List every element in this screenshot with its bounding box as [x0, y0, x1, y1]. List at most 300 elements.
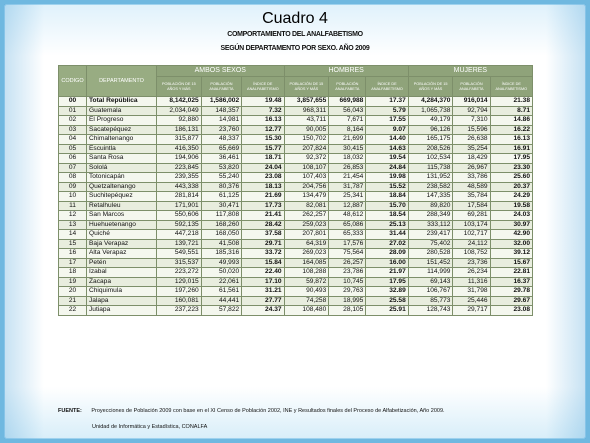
cell-analfabeta: 35,784: [453, 192, 490, 202]
cell-indice: 30.97: [490, 220, 532, 230]
cell-indice: 14.40: [366, 135, 408, 145]
cell-poblacion: 129,015: [157, 277, 202, 287]
table-row: [59, 268, 533, 278]
table-row: [59, 97, 533, 107]
subheader-indice: ÍNDICE DE ANALFABETISMO: [490, 77, 532, 97]
cell-indice: 24.84: [366, 163, 408, 173]
cell-poblacion: 150,702: [284, 135, 329, 145]
cell-analfabeta: 25,446: [453, 296, 490, 306]
cell-poblacion: 82,081: [284, 201, 329, 211]
cell-analfabeta: 26,257: [329, 258, 366, 268]
cell-departamento: El Progreso: [87, 116, 157, 126]
source-label: FUENTE:: [58, 408, 82, 414]
analfabetismo-table: [58, 65, 533, 316]
cell-poblacion: 4,284,370: [408, 97, 453, 107]
cell-poblacion: 171,901: [157, 201, 202, 211]
cell-indice: 17.37: [366, 97, 408, 107]
subheader-indice: ÍNDICE DE ANALFABETISMO: [366, 77, 408, 97]
cell-poblacion: 315,537: [157, 258, 202, 268]
cell-codigo: 20: [59, 287, 87, 297]
cell-departamento: Escuintla: [87, 144, 157, 154]
cell-analfabeta: 41,508: [201, 239, 241, 249]
cell-analfabeta: 23,736: [453, 258, 490, 268]
cell-analfabeta: 26,234: [453, 268, 490, 278]
cell-analfabeta: 75,564: [329, 249, 366, 259]
cell-indice: 15.30: [242, 135, 284, 145]
cell-poblacion: 223,845: [157, 163, 202, 173]
cell-indice: 12.77: [242, 125, 284, 135]
cell-indice: 22.40: [242, 268, 284, 278]
cell-analfabeta: 55,240: [201, 173, 241, 183]
cell-poblacion: 107,403: [284, 173, 329, 183]
cell-analfabeta: 35,254: [453, 144, 490, 154]
cell-analfabeta: 57,822: [201, 306, 241, 316]
cell-analfabeta: 56,043: [329, 106, 366, 116]
cell-analfabeta: 30,471: [201, 201, 241, 211]
cell-departamento: Alta Verapaz: [87, 249, 157, 259]
cell-analfabeta: 28,105: [329, 306, 366, 316]
cell-indice: 25.60: [490, 173, 532, 183]
cell-departamento: Total República: [87, 97, 157, 107]
cell-codigo: 03: [59, 125, 87, 135]
table-row: [59, 249, 533, 259]
cell-indice: 29.71: [242, 239, 284, 249]
cell-poblacion: 75,402: [408, 239, 453, 249]
cell-codigo: 05: [59, 144, 87, 154]
cell-analfabeta: 12,887: [329, 201, 366, 211]
cell-analfabeta: 80,376: [201, 182, 241, 192]
cell-indice: 19.98: [366, 173, 408, 183]
cell-poblacion: 550,606: [157, 211, 202, 221]
cell-departamento: Quiché: [87, 230, 157, 240]
table-row: [59, 144, 533, 154]
cell-poblacion: 108,107: [284, 163, 329, 173]
cell-departamento: San Marcos: [87, 211, 157, 221]
cell-codigo: 19: [59, 277, 87, 287]
cell-analfabeta: 48,589: [453, 182, 490, 192]
cell-analfabeta: 30,415: [329, 144, 366, 154]
cell-indice: 31.44: [366, 230, 408, 240]
cell-codigo: 16: [59, 249, 87, 259]
unit-note: Unidad de Informática y Estadística, CONALFA: [92, 424, 208, 430]
cell-analfabeta: 916,014: [453, 97, 490, 107]
cell-codigo: 00: [59, 97, 87, 107]
cell-poblacion: 43,711: [284, 116, 329, 126]
cell-codigo: 04: [59, 135, 87, 145]
cell-departamento: Quetzaltenango: [87, 182, 157, 192]
cell-analfabeta: 10,745: [329, 277, 366, 287]
cell-indice: 15.70: [366, 201, 408, 211]
cell-codigo: 09: [59, 182, 87, 192]
cell-poblacion: 69,143: [408, 277, 453, 287]
cell-analfabeta: 22,061: [201, 277, 241, 287]
cell-poblacion: 207,801: [284, 230, 329, 240]
cell-poblacion: 2,034,049: [157, 106, 202, 116]
cell-indice: 16.91: [490, 144, 532, 154]
cell-indice: 16.00: [366, 258, 408, 268]
subheader-poblacion: POBLACIÓN DE 15 AÑOS Y MÁS: [408, 77, 453, 97]
table-row: [59, 296, 533, 306]
cell-analfabeta: 65,333: [329, 230, 366, 240]
cell-departamento: Retalhuleu: [87, 201, 157, 211]
cell-analfabeta: 15,596: [453, 125, 490, 135]
cell-indice: 21.69: [242, 192, 284, 202]
header-hombres: HOMBRES: [284, 66, 408, 77]
cell-analfabeta: 117,808: [201, 211, 241, 221]
cell-codigo: 02: [59, 116, 87, 126]
header-departamento: DEPARTAMENTO: [87, 66, 157, 97]
cell-indice: 17.95: [366, 277, 408, 287]
cell-departamento: Zacapa: [87, 277, 157, 287]
cell-analfabeta: 21,699: [329, 135, 366, 145]
cell-indice: 17.73: [242, 201, 284, 211]
cell-indice: 33.72: [242, 249, 284, 259]
cell-analfabeta: 1,586,002: [201, 97, 241, 107]
cell-analfabeta: 8,164: [329, 125, 366, 135]
cell-indice: 18.13: [242, 182, 284, 192]
table-row: [59, 201, 533, 211]
cell-indice: 21.38: [490, 97, 532, 107]
cell-poblacion: 204,756: [284, 182, 329, 192]
cell-departamento: Baja Verapaz: [87, 239, 157, 249]
cell-codigo: 13: [59, 220, 87, 230]
cell-poblacion: 333,112: [408, 220, 453, 230]
cell-poblacion: 164,085: [284, 258, 329, 268]
table-row: [59, 258, 533, 268]
cell-poblacion: 165,175: [408, 135, 453, 145]
cell-analfabeta: 65,086: [329, 220, 366, 230]
table-row: [59, 287, 533, 297]
cell-indice: 39.12: [490, 249, 532, 259]
table-row: [59, 220, 533, 230]
cell-analfabeta: 26,853: [329, 163, 366, 173]
cell-departamento: Totonicapán: [87, 173, 157, 183]
cell-poblacion: 968,311: [284, 106, 329, 116]
cell-indice: 15.77: [242, 144, 284, 154]
cell-poblacion: 92,880: [157, 116, 202, 126]
cell-indice: 32.89: [366, 287, 408, 297]
cell-analfabeta: 48,612: [329, 211, 366, 221]
cell-poblacion: 92,372: [284, 154, 329, 164]
cell-poblacion: 237,223: [157, 306, 202, 316]
header-mujeres: MUJERES: [408, 66, 532, 77]
cell-poblacion: 114,999: [408, 268, 453, 278]
cell-departamento: Sololá: [87, 163, 157, 173]
table-row: [59, 182, 533, 192]
cell-analfabeta: 26,967: [453, 163, 490, 173]
cell-poblacion: 96,126: [408, 125, 453, 135]
subheader-analfabeta: POBLACIÓN ANALFABETA: [329, 77, 366, 97]
cell-analfabeta: 31,798: [453, 287, 490, 297]
cell-indice: 16.22: [490, 125, 532, 135]
cell-indice: 16.13: [490, 135, 532, 145]
cell-departamento: Chiquimula: [87, 287, 157, 297]
cell-indice: 28.42: [242, 220, 284, 230]
cell-indice: 7.32: [242, 106, 284, 116]
cell-poblacion: 207,824: [284, 144, 329, 154]
cell-analfabeta: 168,260: [201, 220, 241, 230]
cell-analfabeta: 669,988: [329, 97, 366, 107]
cell-analfabeta: 29,763: [329, 287, 366, 297]
cell-analfabeta: 92,794: [453, 106, 490, 116]
cell-codigo: 18: [59, 268, 87, 278]
cell-indice: 24.03: [490, 211, 532, 221]
cell-indice: 19.48: [242, 97, 284, 107]
cell-poblacion: 239,417: [408, 230, 453, 240]
table-row: [59, 192, 533, 202]
cell-indice: 37.58: [242, 230, 284, 240]
table-row: [59, 230, 533, 240]
cell-poblacion: 262,257: [284, 211, 329, 221]
table-row: [59, 306, 533, 316]
cell-departamento: Jalapa: [87, 296, 157, 306]
cell-indice: 8.71: [490, 106, 532, 116]
cell-indice: 32.00: [490, 239, 532, 249]
cell-poblacion: 89,820: [408, 201, 453, 211]
cell-indice: 20.37: [490, 182, 532, 192]
cell-indice: 25.58: [366, 296, 408, 306]
cell-poblacion: 197,260: [157, 287, 202, 297]
cell-indice: 15.67: [490, 258, 532, 268]
cell-indice: 25.91: [366, 306, 408, 316]
subheader-analfabeta: POBLACIÓN ANALFABETA: [201, 77, 241, 97]
cell-departamento: Sacatepéquez: [87, 125, 157, 135]
cell-codigo: 14: [59, 230, 87, 240]
cell-indice: 24.04: [242, 163, 284, 173]
cell-codigo: 08: [59, 173, 87, 183]
cell-departamento: Santa Rosa: [87, 154, 157, 164]
cell-indice: 25.13: [366, 220, 408, 230]
cell-analfabeta: 50,020: [201, 268, 241, 278]
cell-analfabeta: 7,310: [453, 116, 490, 126]
cell-poblacion: 259,023: [284, 220, 329, 230]
cell-poblacion: 108,480: [284, 306, 329, 316]
cell-poblacion: 134,479: [284, 192, 329, 202]
cell-codigo: 17: [59, 258, 87, 268]
cell-indice: 27.02: [366, 239, 408, 249]
cell-analfabeta: 102,717: [453, 230, 490, 240]
cell-indice: 21.41: [242, 211, 284, 221]
cell-poblacion: 186,131: [157, 125, 202, 135]
cell-indice: 42.90: [490, 230, 532, 240]
cell-indice: 28.09: [366, 249, 408, 259]
cell-analfabeta: 18,032: [329, 154, 366, 164]
cell-indice: 9.07: [366, 125, 408, 135]
cell-poblacion: 131,952: [408, 173, 453, 183]
cell-indice: 22.81: [490, 268, 532, 278]
cell-poblacion: 102,534: [408, 154, 453, 164]
cell-poblacion: 128,743: [408, 306, 453, 316]
cell-analfabeta: 25,341: [329, 192, 366, 202]
cell-analfabeta: 103,174: [453, 220, 490, 230]
cell-analfabeta: 44,441: [201, 296, 241, 306]
cell-analfabeta: 53,820: [201, 163, 241, 173]
cell-poblacion: 208,526: [408, 144, 453, 154]
cell-poblacion: 59,872: [284, 277, 329, 287]
cell-poblacion: 447,218: [157, 230, 202, 240]
cell-analfabeta: 23,786: [329, 268, 366, 278]
cell-poblacion: 443,338: [157, 182, 202, 192]
cell-codigo: 21: [59, 296, 87, 306]
cell-analfabeta: 29,717: [453, 306, 490, 316]
cell-indice: 27.77: [242, 296, 284, 306]
page-subtitle-2: SEGÚN DEPARTAMENTO POR SEXO. AÑO 2009: [220, 45, 370, 52]
cell-indice: 14.63: [366, 144, 408, 154]
cell-poblacion: 315,877: [157, 135, 202, 145]
decorative-wave-right: [546, 4, 586, 439]
cell-analfabeta: 18,995: [329, 296, 366, 306]
table-row: [59, 125, 533, 135]
table-row: [59, 154, 533, 164]
cell-indice: 24.37: [242, 306, 284, 316]
cell-indice: 17.55: [366, 116, 408, 126]
cell-indice: 18.84: [366, 192, 408, 202]
cell-indice: 24.29: [490, 192, 532, 202]
header-codigo: CODIGO: [59, 66, 87, 97]
cell-codigo: 07: [59, 163, 87, 173]
cell-analfabeta: 61,125: [201, 192, 241, 202]
cell-indice: 19.54: [366, 154, 408, 164]
cell-poblacion: 85,773: [408, 296, 453, 306]
cell-poblacion: 160,081: [157, 296, 202, 306]
cell-poblacion: 269,023: [284, 249, 329, 259]
cell-departamento: Huehuetenango: [87, 220, 157, 230]
cell-analfabeta: 36,461: [201, 154, 241, 164]
cell-poblacion: 147,335: [408, 192, 453, 202]
cell-departamento: Petén: [87, 258, 157, 268]
cell-codigo: 06: [59, 154, 87, 164]
cell-poblacion: 106,767: [408, 287, 453, 297]
subheader-poblacion: POBLACIÓN DE 15 AÑOS Y MÁS: [284, 77, 329, 97]
cell-analfabeta: 61,561: [201, 287, 241, 297]
cell-poblacion: 74,258: [284, 296, 329, 306]
cell-codigo: 10: [59, 192, 87, 202]
cell-departamento: Izabal: [87, 268, 157, 278]
cell-indice: 18.71: [242, 154, 284, 164]
cell-analfabeta: 24,112: [453, 239, 490, 249]
cell-indice: 31.21: [242, 287, 284, 297]
page-title: Cuadro 4: [262, 10, 328, 27]
cell-analfabeta: 49,993: [201, 258, 241, 268]
cell-poblacion: 281,814: [157, 192, 202, 202]
cell-poblacion: 416,350: [157, 144, 202, 154]
cell-poblacion: 194,906: [157, 154, 202, 164]
cell-indice: 29.78: [490, 287, 532, 297]
cell-poblacion: 3,857,655: [284, 97, 329, 107]
cell-indice: 29.67: [490, 296, 532, 306]
table-row: [59, 106, 533, 116]
table-row: [59, 277, 533, 287]
cell-indice: 19.58: [490, 201, 532, 211]
table-row: [59, 135, 533, 145]
cell-indice: 18.54: [366, 211, 408, 221]
cell-indice: 16.37: [490, 277, 532, 287]
cell-indice: 15.52: [366, 182, 408, 192]
subheader-indice: ÍNDICE DE ANALFABETISMO: [242, 77, 284, 97]
table-row: [59, 173, 533, 183]
cell-analfabeta: 11,316: [453, 277, 490, 287]
page-subtitle: COMPORTAMIENTO DEL ANALFABETISMO: [227, 31, 363, 38]
cell-poblacion: 288,349: [408, 211, 453, 221]
cell-indice: 23.30: [490, 163, 532, 173]
cell-analfabeta: 69,281: [453, 211, 490, 221]
cell-departamento: Guatemala: [87, 106, 157, 116]
cell-analfabeta: 31,787: [329, 182, 366, 192]
cell-poblacion: 90,493: [284, 287, 329, 297]
cell-poblacion: 239,355: [157, 173, 202, 183]
cell-analfabeta: 48,337: [201, 135, 241, 145]
cell-poblacion: 108,288: [284, 268, 329, 278]
cell-codigo: 11: [59, 201, 87, 211]
cell-departamento: Suchitepéquez: [87, 192, 157, 202]
cell-poblacion: 549,551: [157, 249, 202, 259]
cell-indice: 17.95: [490, 154, 532, 164]
subheader-poblacion: POBLACIÓN DE 15 AÑOS Y MÁS: [157, 77, 202, 97]
cell-poblacion: 139,721: [157, 239, 202, 249]
cell-analfabeta: 23,760: [201, 125, 241, 135]
table-body: [59, 97, 533, 316]
cell-analfabeta: 185,316: [201, 249, 241, 259]
cell-analfabeta: 17,576: [329, 239, 366, 249]
cell-indice: 5.79: [366, 106, 408, 116]
cell-indice: 16.13: [242, 116, 284, 126]
cell-analfabeta: 7,671: [329, 116, 366, 126]
cell-analfabeta: 26,638: [453, 135, 490, 145]
cell-analfabeta: 21,454: [329, 173, 366, 183]
cell-analfabeta: 108,752: [453, 249, 490, 259]
table-row: [59, 211, 533, 221]
cell-indice: 17.10: [242, 277, 284, 287]
cell-departamento: Jutiapa: [87, 306, 157, 316]
cell-poblacion: 223,272: [157, 268, 202, 278]
table-row: [59, 163, 533, 173]
cell-analfabeta: 14,981: [201, 116, 241, 126]
source-note: [58, 408, 445, 414]
cell-poblacion: 90,005: [284, 125, 329, 135]
table-row: [59, 239, 533, 249]
cell-analfabeta: 168,050: [201, 230, 241, 240]
cell-codigo: 01: [59, 106, 87, 116]
subheader-analfabeta: POBLACIÓN ANALFABETA: [453, 77, 490, 97]
cell-analfabeta: 65,669: [201, 144, 241, 154]
cell-poblacion: 115,738: [408, 163, 453, 173]
cell-poblacion: 280,528: [408, 249, 453, 259]
cell-indice: 15.84: [242, 258, 284, 268]
cell-poblacion: 8,142,025: [157, 97, 202, 107]
header-ambos-sexos: AMBOS SEXOS: [157, 66, 285, 77]
cell-poblacion: 64,319: [284, 239, 329, 249]
cell-analfabeta: 18,429: [453, 154, 490, 164]
cell-departamento: Chimaltenango: [87, 135, 157, 145]
cell-poblacion: 151,452: [408, 258, 453, 268]
cell-codigo: 15: [59, 239, 87, 249]
cell-indice: 21.97: [366, 268, 408, 278]
cell-codigo: 12: [59, 211, 87, 221]
cell-codigo: 22: [59, 306, 87, 316]
cell-poblacion: 1,065,738: [408, 106, 453, 116]
cell-indice: 14.86: [490, 116, 532, 126]
cell-poblacion: 592,135: [157, 220, 202, 230]
cell-poblacion: 49,179: [408, 116, 453, 126]
cell-indice: 23.08: [242, 173, 284, 183]
source-text: Proyecciones de Población 2009 con base en el XI Censo de Población 2002, INE y Resultados finales del Proceso de Alfabetización, Año 2009.: [91, 408, 445, 414]
cell-analfabeta: 17,584: [453, 201, 490, 211]
cell-indice: 23.08: [490, 306, 532, 316]
cell-analfabeta: 33,786: [453, 173, 490, 183]
cell-poblacion: 238,582: [408, 182, 453, 192]
cell-analfabeta: 148,357: [201, 106, 241, 116]
table-row: [59, 116, 533, 126]
